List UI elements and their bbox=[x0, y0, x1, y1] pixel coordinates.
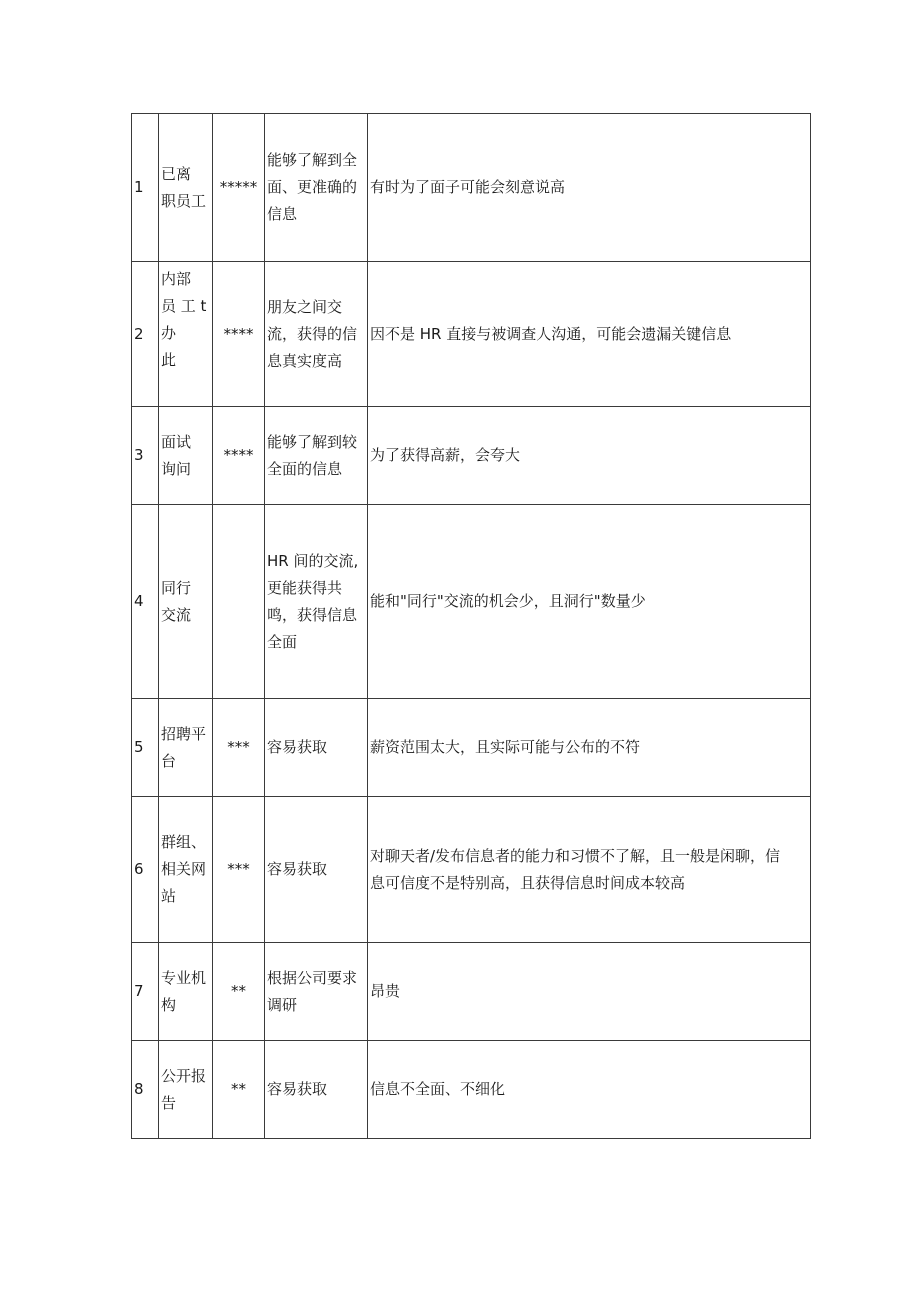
disadvantage: 因不是 HR 直接与被调查人沟通，可能会遗漏关键信息 bbox=[368, 262, 811, 407]
info-source: 同行 交流 bbox=[159, 505, 213, 699]
row-number: 3 bbox=[132, 407, 159, 505]
reliability-rating: ***** bbox=[213, 114, 265, 262]
row-number: 5 bbox=[132, 699, 159, 797]
table-row bbox=[132, 262, 811, 407]
advantage: 能够了解到全 面、更准确的 信息 bbox=[265, 114, 368, 262]
disadvantage: 昂贵 bbox=[368, 943, 811, 1041]
advantage: 容易获取 bbox=[265, 797, 368, 943]
row-number: 8 bbox=[132, 1041, 159, 1139]
salary-info-source-table bbox=[131, 113, 811, 1139]
info-source: 招聘平 台 bbox=[159, 699, 213, 797]
row-number: 4 bbox=[132, 505, 159, 699]
table-row bbox=[132, 699, 811, 797]
row-number: 7 bbox=[132, 943, 159, 1041]
disadvantage: 薪资范围太大，且实际可能与公布的不符 bbox=[368, 699, 811, 797]
info-source: 公开报 告 bbox=[159, 1041, 213, 1139]
advantage: HR 间的交流, 更能获得共 鸣，获得信息 全面 bbox=[265, 505, 368, 699]
reliability-rating bbox=[213, 505, 265, 699]
disadvantage: 能和"同行"交流的机会少，且洞行"数量少 bbox=[368, 505, 811, 699]
reliability-rating: **** bbox=[213, 407, 265, 505]
info-source bbox=[159, 262, 213, 407]
reliability-rating: *** bbox=[213, 699, 265, 797]
reliability-rating: ** bbox=[213, 1041, 265, 1139]
advantage: 朋友之间交 流，获得的信 息真实度高 bbox=[265, 262, 368, 407]
advantage: 能够了解到较 全面的信息 bbox=[265, 407, 368, 505]
disadvantage: 对聊天者/发布信息者的能力和习惯不了解，且一般是闲聊，信 息可信度不是特别高，且获得信息时间成本较高 bbox=[368, 797, 811, 943]
row-number: 1 bbox=[132, 114, 159, 262]
table-row bbox=[132, 1041, 811, 1139]
info-source: 专业机 构 bbox=[159, 943, 213, 1041]
info-source: 面试 询问 bbox=[159, 407, 213, 505]
table-row bbox=[132, 797, 811, 943]
info-source-text: 内部 员 工 t 办 此 bbox=[161, 270, 207, 369]
disadvantage: 为了获得高薪，会夸大 bbox=[368, 407, 811, 505]
reliability-rating: *** bbox=[213, 797, 265, 943]
reliability-rating: ** bbox=[213, 943, 265, 1041]
table-row bbox=[132, 943, 811, 1041]
advantage: 根据公司要求 调研 bbox=[265, 943, 368, 1041]
info-source: 已离 职员工 bbox=[159, 114, 213, 262]
advantage: 容易获取 bbox=[265, 1041, 368, 1139]
table-row bbox=[132, 407, 811, 505]
table-row bbox=[132, 505, 811, 699]
reliability-rating: **** bbox=[213, 262, 265, 407]
table-row bbox=[132, 114, 811, 262]
disadvantage: 信息不全面、不细化 bbox=[368, 1041, 811, 1139]
disadvantage: 有时为了面子可能会刻意说高 bbox=[368, 114, 811, 262]
info-source: 群组、 相关网 站 bbox=[159, 797, 213, 943]
row-number: 6 bbox=[132, 797, 159, 943]
advantage: 容易获取 bbox=[265, 699, 368, 797]
row-number: 2 bbox=[132, 262, 159, 407]
